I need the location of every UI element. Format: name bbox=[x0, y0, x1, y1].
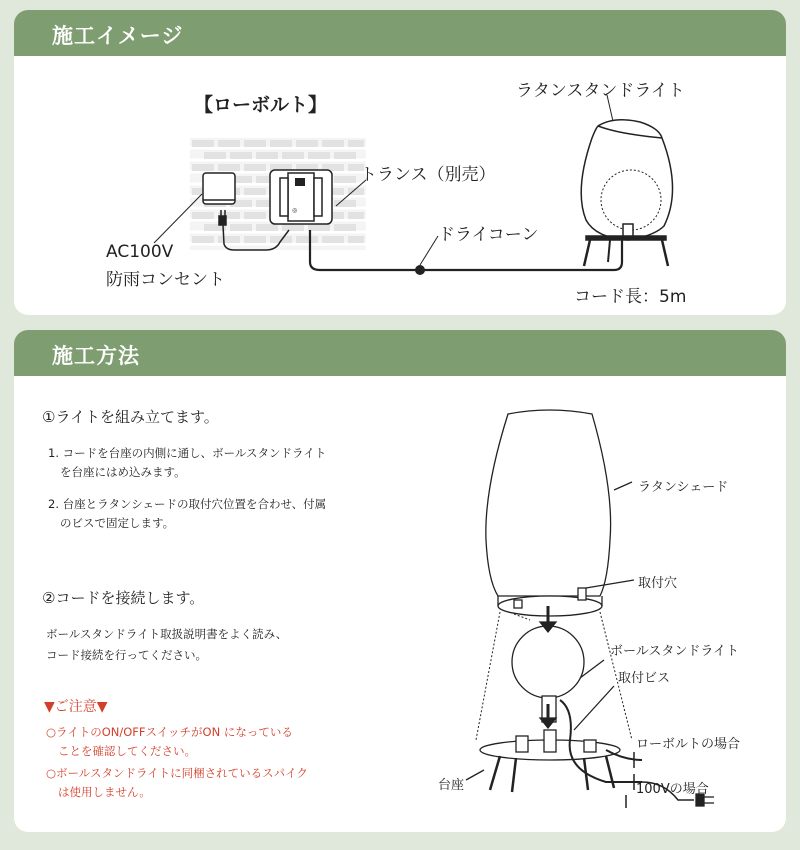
case-100v-label: 100Vの場合 bbox=[636, 782, 709, 797]
caution1-line2: ことを確認してください。 bbox=[58, 744, 196, 758]
low-volt-heading: 【ローボルト】 bbox=[194, 94, 328, 116]
section-title-method: 施工方法 bbox=[52, 344, 140, 368]
caution2-line1: ○ボールスタンドライトに同梱されているスパイク bbox=[46, 766, 308, 780]
step1-item2-line1: 2. 台座とラタンシェードの取付穴位置を合わせ、付属 bbox=[48, 497, 327, 511]
mount-screw-label: 取付ビス bbox=[618, 671, 671, 686]
rattan-shade-label: ラタンシェード bbox=[638, 480, 729, 495]
dry-cone-label: ドライコーン bbox=[438, 225, 539, 245]
step1-item1-line2: を台座にはめ込みます。 bbox=[60, 465, 186, 479]
installation-method-panel bbox=[14, 330, 786, 832]
step1-item2-line2: のビスで固定します。 bbox=[60, 516, 175, 530]
outlet-label-line1: AC100V bbox=[106, 242, 174, 262]
ball-light-outline bbox=[512, 626, 584, 698]
caution-title: ▼ご注意▼ bbox=[44, 699, 108, 715]
base-label: 台座 bbox=[438, 778, 465, 793]
svg-text:◎: ◎ bbox=[292, 207, 298, 214]
transformer-illustration bbox=[270, 170, 332, 224]
mount-hole-label: 取付穴 bbox=[638, 576, 678, 591]
step1-item1-line1: 1. コードを台座の内側に通し、ボールスタンドライト bbox=[48, 446, 327, 460]
transformer-label: トランス（別売） bbox=[360, 165, 496, 185]
caution1-line1: ○ライトのON/OFFスイッチがON になっている bbox=[46, 725, 293, 739]
section-title-image: 施工イメージ bbox=[52, 24, 184, 48]
installation-image-panel bbox=[14, 10, 786, 315]
caution2-line2: は使用しません。 bbox=[58, 785, 151, 799]
low-volt-case-label: ローボルトの場合 bbox=[636, 737, 741, 752]
step1-title: ①ライトを組み立てます。 bbox=[42, 408, 219, 426]
step2-line2: コード接続を行ってください。 bbox=[46, 648, 207, 662]
step2-line1: ボールスタンドライト取扱説明書をよく読み、 bbox=[46, 627, 288, 641]
ball-light-label: ボールスタンドライト bbox=[610, 644, 739, 659]
cord-length-label: コード長：5m bbox=[574, 287, 687, 307]
outlet-label-line2: 防雨コンセント bbox=[106, 270, 225, 290]
rattan-shade-outline bbox=[486, 410, 611, 596]
step2-title: ②コードを接続します。 bbox=[42, 589, 205, 607]
rattan-light-label: ラタンスタンドライト bbox=[516, 81, 685, 101]
rattan-light-illustration bbox=[581, 120, 672, 266]
